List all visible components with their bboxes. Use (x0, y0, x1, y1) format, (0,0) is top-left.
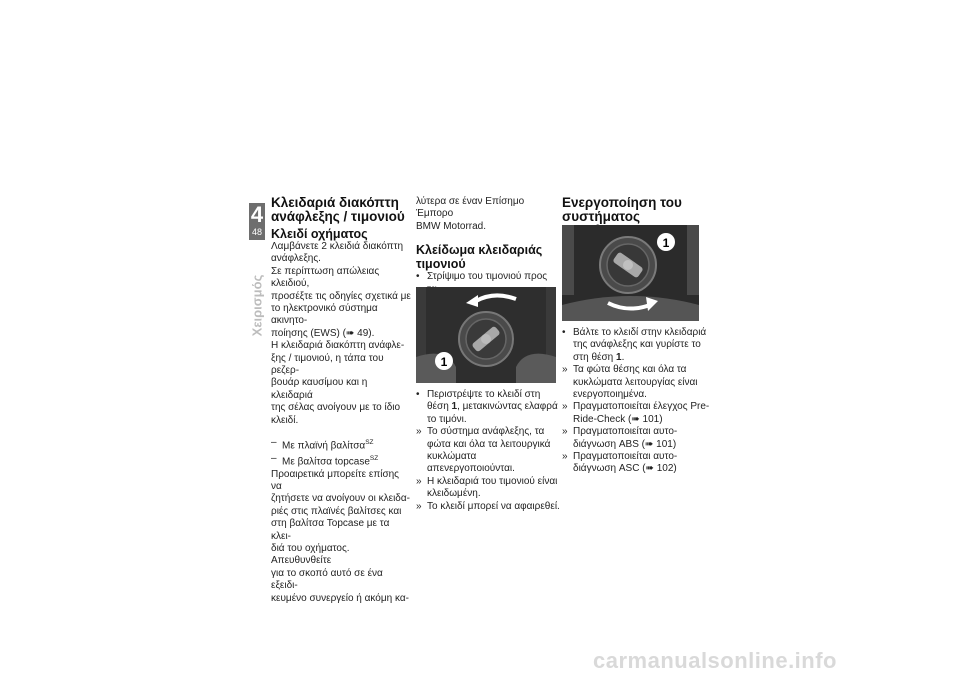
text-line: φώτα και όλα τα λειτουργικά (427, 438, 551, 450)
text-line: διά του οχήματος. Απευθυνθείτε (271, 543, 350, 567)
section-title-line: τιμονιού (416, 257, 466, 272)
result-item (562, 364, 712, 401)
text-line: διάγνωση ASC (➠ 102) (573, 463, 677, 475)
text-line: το ηλεκτρονικό σύστημα ακινητο- (271, 303, 378, 327)
text-line: . (621, 351, 625, 363)
result-item (562, 451, 712, 476)
text-line: ξης / τιμονιού, η τάπα του ρεζερ- (271, 352, 384, 377)
position-number: 1 (451, 401, 458, 413)
result-marker: » (562, 426, 568, 438)
chapter-number: 4 (250, 202, 264, 227)
callout-label: 1 (662, 236, 670, 250)
body-text (271, 241, 411, 427)
text-line: Πραγματοποιείται έλεγχος Pre- (573, 401, 710, 413)
column-1 (271, 196, 411, 605)
bullet-item (562, 327, 712, 364)
bullet-marker: • (416, 271, 420, 283)
text-line: κλειδωμένη. (427, 488, 481, 500)
result-item (562, 426, 712, 451)
text-line: για το σκοπό αυτό σε ένα εξειδι- (271, 567, 383, 592)
dash-marker: – (271, 452, 277, 464)
watermark: carmanualsonline.info (593, 648, 837, 673)
section-title-line: ανάφλεξης / τιμονιού (271, 209, 405, 224)
text-line: Περιστρέψτε το κλειδί στη (427, 389, 541, 400)
result-marker: » (562, 451, 568, 463)
page-number: 48 (251, 227, 262, 237)
text-line: στη βαλίτσα Topcase με τα κλει- (271, 518, 390, 542)
text-line: Πραγματοποιείται αυτο- (573, 451, 678, 463)
steering-lock-photo (416, 287, 556, 383)
section-title-line: Ενεργοποίηση του (562, 195, 682, 210)
ignition-photo (562, 225, 699, 321)
section-title (416, 243, 556, 271)
text-line: Στρίψιμο του τιμονιού προς (427, 271, 548, 283)
result-marker: » (562, 364, 568, 376)
result-item (416, 501, 562, 513)
column-3-steps (562, 327, 712, 476)
text-line: προσέξτε τις οδηγίες σχετικά με (271, 290, 411, 302)
text-line: Ride-Check (➠ 101) (573, 413, 663, 425)
body-text (271, 469, 411, 605)
text-line: Προαιρετικά μπορείτε επίσης να (271, 468, 399, 492)
dash-marker: – (271, 437, 277, 449)
subsection-title: Κλειδί οχήματος (271, 227, 368, 241)
text-line: Τα φώτα θέσης και όλα τα (573, 364, 687, 376)
option-item (271, 437, 411, 453)
option-superscript: SZ (365, 439, 374, 447)
text-line: λύτερα σε έναν Επίσημο Έμπορο (416, 196, 525, 220)
text-line: το τιμόνι. (427, 413, 467, 425)
text-line: ζητήσετε να ανοίγουν οι κλειδα- (271, 493, 410, 505)
text-line: , μετακινώντας ελαφρά (457, 401, 558, 413)
text-line: διάγνωση ABS (➠ 101) (573, 438, 677, 450)
result-item (416, 426, 562, 476)
text-line: Σε περίπτωση απώλειας κλειδιού, (271, 265, 380, 290)
option-item (271, 453, 411, 469)
body-text-continued (416, 196, 556, 233)
bullet-marker: • (562, 327, 566, 338)
section-title-line: συστήματος (562, 209, 641, 224)
bullet-marker: • (416, 389, 420, 400)
text-line: BMW Motorrad. (416, 220, 487, 232)
position-number: 1 (616, 351, 622, 363)
text-line: θέση (427, 401, 452, 413)
side-section-title (245, 268, 269, 348)
text-line: Λαμβάνετε 2 κλειδιά διακόπτη (271, 241, 404, 252)
text-line: Βάλτε το κλειδί στην κλειδαριά (573, 327, 707, 338)
text-line: Η κλειδαριά διακόπτη ανάφλε- (271, 340, 405, 352)
text-line: ριές στις πλαϊνές βαλίτσες και (271, 505, 402, 517)
text-line: Το κλειδί μπορεί να αφαιρεθεί. (427, 500, 560, 512)
text-line: Η κλειδαριά του τιμονιού είναι (427, 475, 558, 487)
text-line: ενεργοποιημένα. (573, 389, 647, 401)
side-section-title-text: Χειρισμός (249, 274, 265, 337)
bullet-item (416, 389, 562, 426)
result-marker: » (416, 475, 422, 487)
option-superscript: SZ (369, 454, 379, 462)
text-line: της ανάφλεξης και γυρίστε το (573, 339, 701, 351)
text-line: της σέλας ανοίγουν με το ίδιο (271, 402, 401, 414)
text-line: Πραγματοποιείται αυτο- (573, 426, 678, 438)
text-line: κυκλώματα λειτουργίας είναι (573, 376, 698, 388)
result-marker: » (416, 426, 422, 438)
section-title-line: Κλείδωμα κλειδαριάς (416, 243, 543, 258)
steering-lock-illustration (416, 287, 556, 383)
text-line: ποίησης (EWS) (➠ 49). (271, 327, 375, 339)
text-line: βουάρ καυσίμου και η κλειδαριά (271, 377, 368, 401)
result-marker: » (416, 500, 422, 512)
result-item (416, 476, 562, 501)
section-title-line: Κλειδαριά διακόπτη (271, 195, 399, 210)
ignition-illustration (562, 225, 699, 321)
result-item (562, 401, 712, 426)
text-line: Το σύστημα ανάφλεξης, τα (427, 426, 545, 438)
options-list (271, 437, 411, 468)
option-label: Με πλαϊνή βαλίτσα (282, 440, 366, 452)
column-2-steps (416, 389, 562, 513)
text-line: ανάφλεξης. (271, 253, 321, 265)
text-line: κυκλώματα απενεργοποιούνται. (427, 451, 515, 475)
text-line: στη θέση (573, 351, 616, 363)
text-line: κευμένο συνεργείο ή ακόμη κα- (271, 592, 409, 604)
text-line: κλειδί. (271, 414, 299, 426)
section-title (271, 196, 411, 224)
result-marker: » (562, 401, 568, 413)
option-label: Με βαλίτσα topcase (282, 456, 370, 468)
callout-label: 1 (440, 355, 448, 369)
